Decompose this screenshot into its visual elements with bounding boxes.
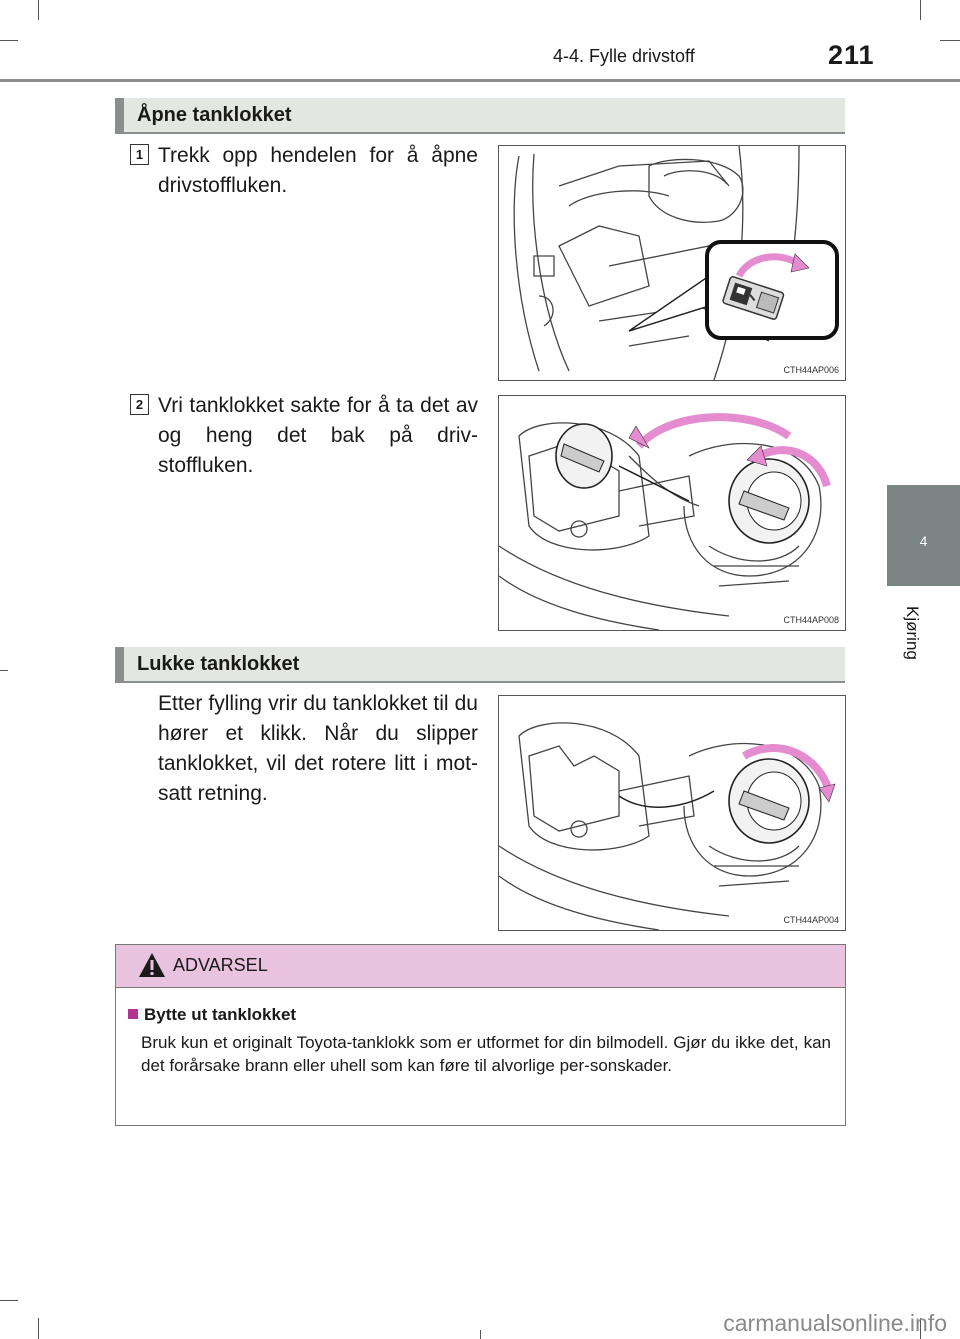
crop-mark [0,40,18,41]
section-heading-open [115,98,845,134]
fuel-cap-in-neck-icon [729,459,809,543]
section-heading-close [115,647,845,683]
fuel-cap-in-neck-icon [729,759,809,843]
warning-item-title: Bytte ut tanklokket [128,1005,296,1025]
crop-mark [480,1330,481,1339]
watermark: carmanualsonline.info [723,1310,947,1336]
crop-mark [0,670,8,671]
chapter-label: Kjøring [903,606,922,660]
car-interior-illustration [499,146,845,380]
crop-mark [0,1300,18,1301]
warning-title: ADVARSEL [173,955,268,975]
fuel-cap-removal-illustration [499,396,845,630]
page-number: 211 [828,40,875,70]
step-text-1: Trekk opp hendelen for å åpne drivstoffluken. [158,144,478,197]
step-number-2: 2 [130,394,149,415]
figure-remove-cap [498,395,846,631]
step-text-2: Vri tanklokket sakte for å ta det av og heng det bak på driv-stoffluken. [158,394,478,477]
figure-code: CTH44AP004 [783,915,839,925]
fuel-cap-closing-illustration [499,696,845,930]
crop-mark [38,1318,39,1339]
figure-release-lever [498,145,846,381]
bullet-square-icon [128,1009,138,1019]
crop-mark [940,40,960,41]
figure-close-cap [498,695,846,931]
fuel-cap-icon [556,424,612,488]
figure-code: CTH44AP008 [783,615,839,625]
figure-code: CTH44AP006 [783,365,839,375]
warning-box [115,944,846,1126]
crop-mark [920,0,921,20]
step-number-1: 1 [130,144,149,165]
warning-triangle-icon [138,952,166,978]
section-title: Lukke tanklokket [137,653,300,675]
section-path: 4-4. Fylle drivstoff [553,46,695,66]
remove-arrow-icon [639,417,789,446]
warning-header [116,945,845,988]
section-title: Åpne tanklokket [137,104,292,126]
warning-item-text: Bruk kun et originalt Toyota-tanklokk som er utformet for din bilmodell. Gjør du ikke det, kan det forårsake brann eller uhell som kan føre til alvorlige per-sonskader. [141,1033,831,1075]
chapter-number: 4 [919,533,928,549]
crop-mark [38,0,39,20]
close-instruction-text: Etter fylling vrir du tanklokket til du hører et klikk. Når du slipper tanklokket, vil det rotere litt i mot-satt retning. [158,692,478,805]
header-rule [0,79,960,82]
